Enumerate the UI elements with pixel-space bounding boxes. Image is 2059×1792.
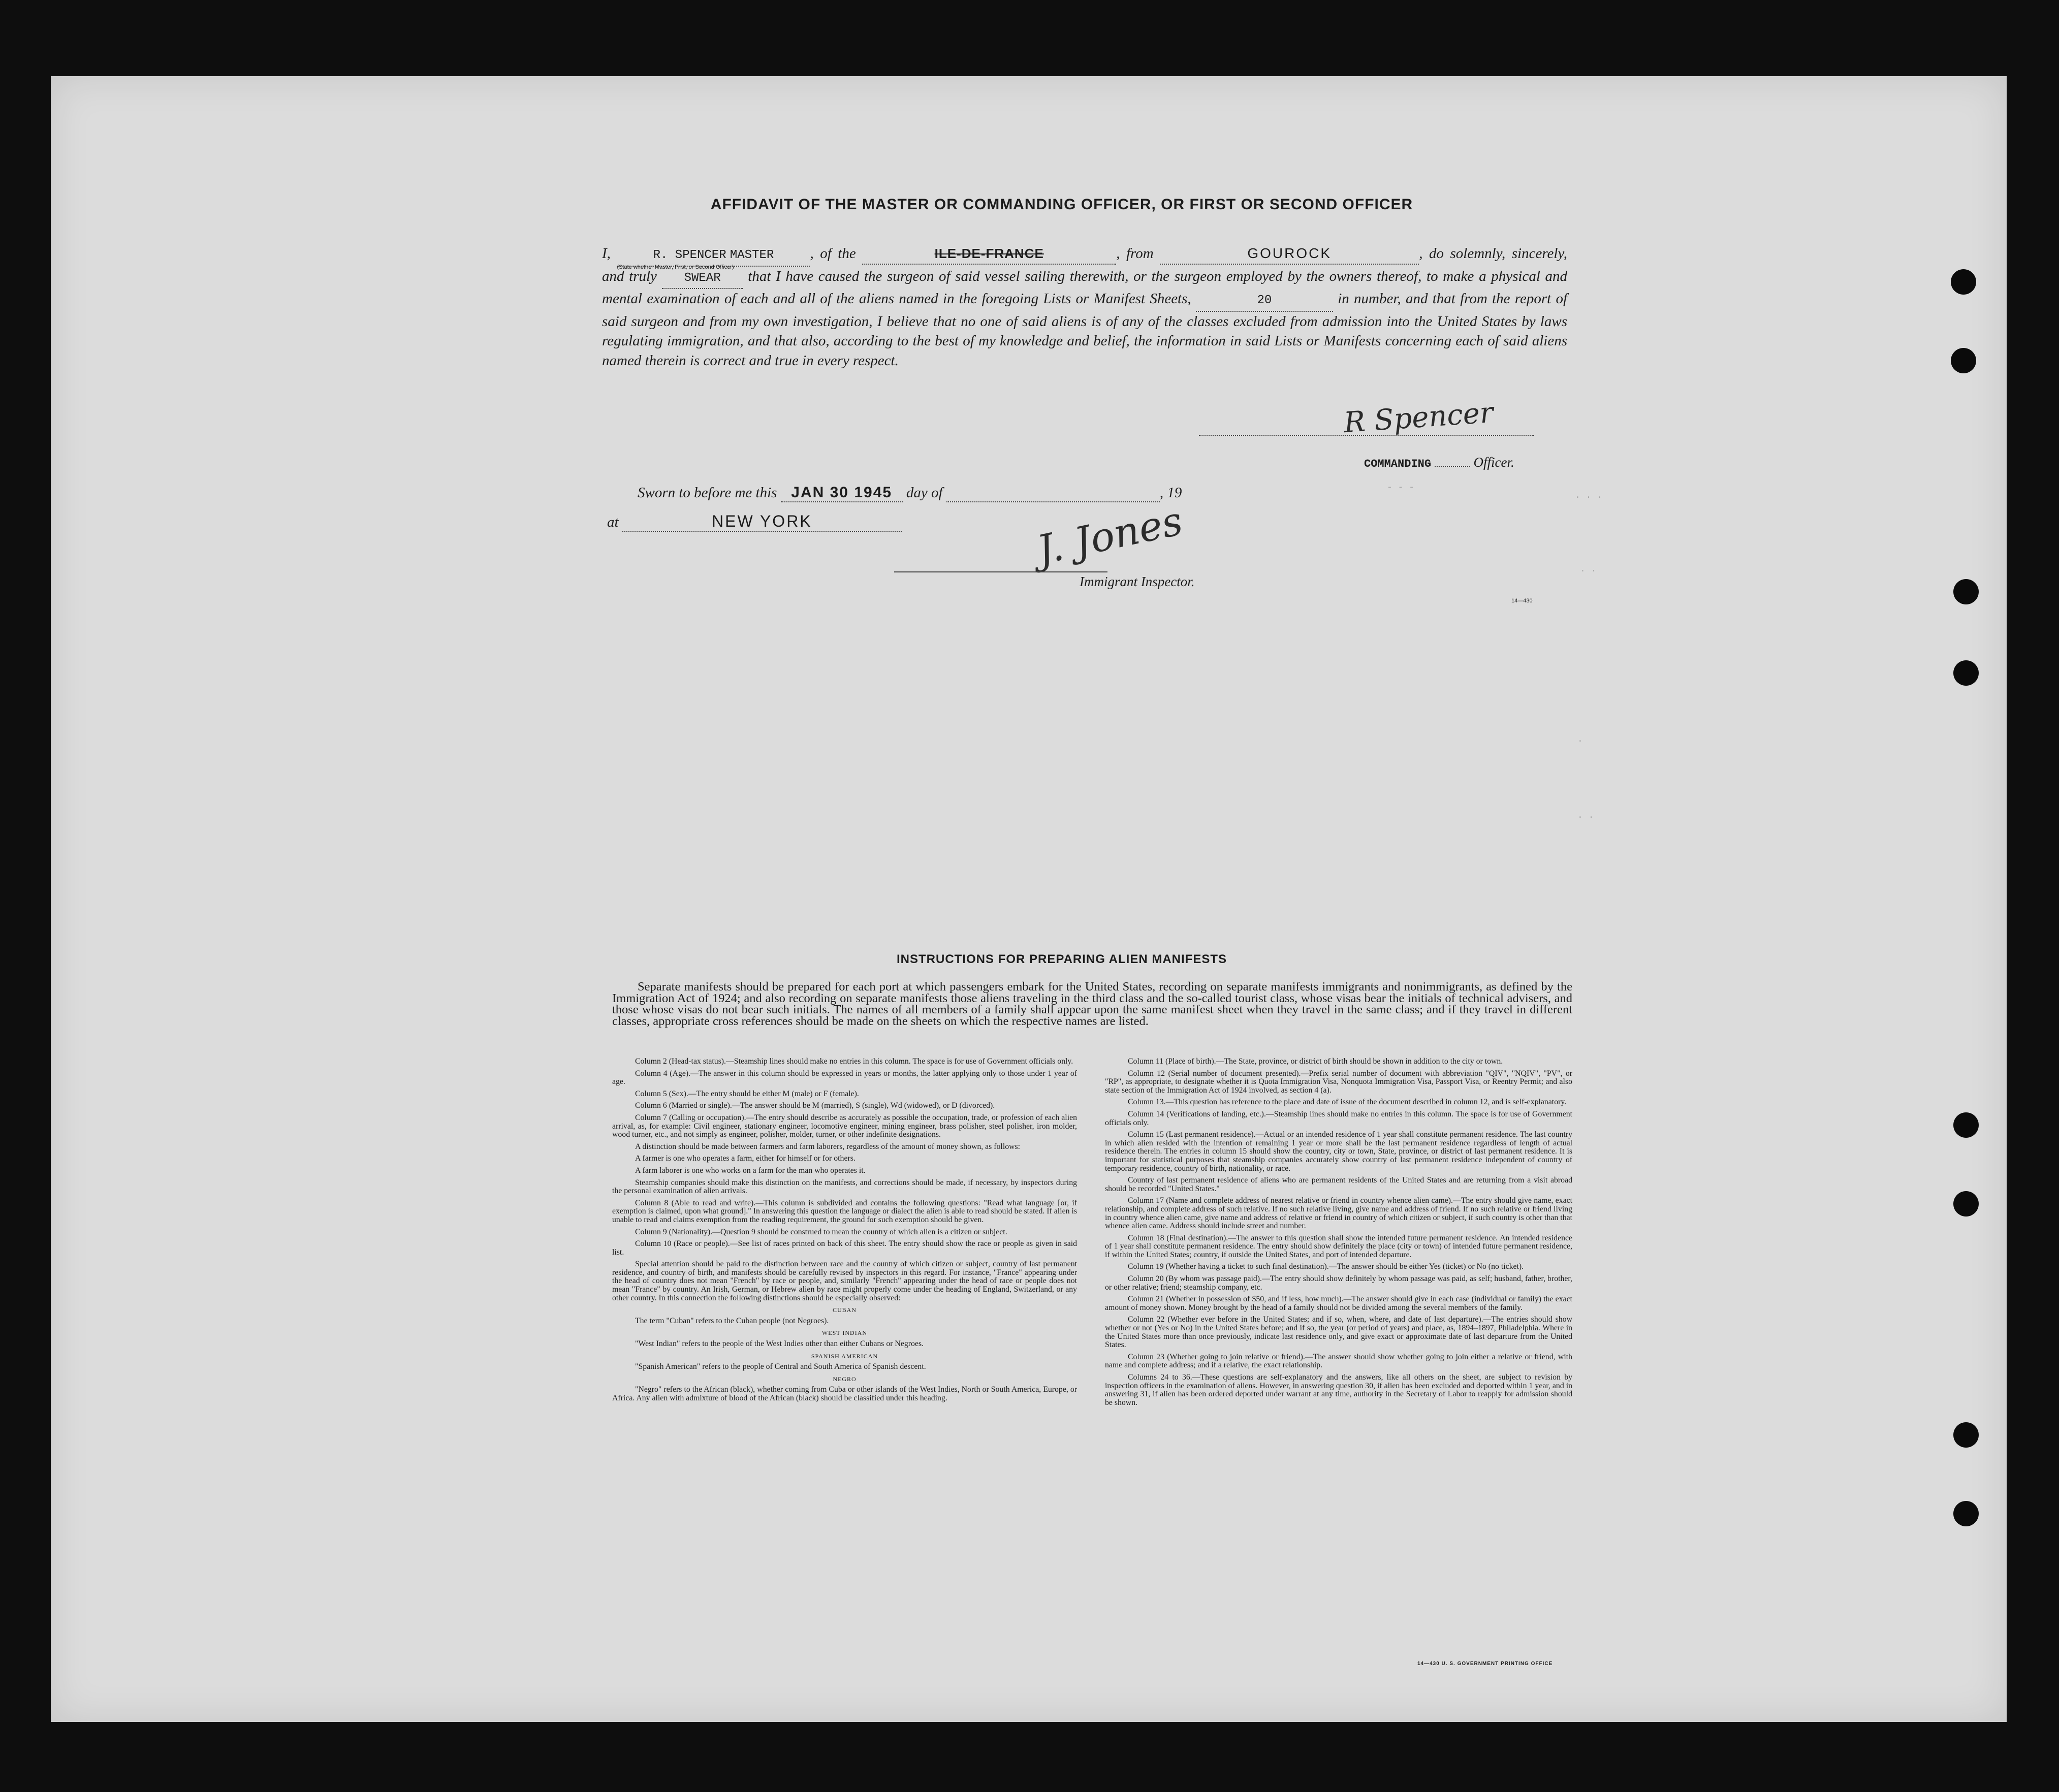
oath-field [662,267,743,290]
column-heading: Column 7 (Calling or occupation). [635,1113,746,1122]
instruction-paragraph [1105,1197,1572,1230]
instruction-paragraph [612,1179,1077,1196]
sworn-line [638,484,1182,502]
instruction-text: —See list of races printed on back of this sheet. The entry should show the race or people as given in said list. [612,1239,1077,1257]
at-label: at [607,514,619,530]
instruction-text: —The entry should show definitely by whom passage was paid, as self; husband, father, brother, or other relative; friend; steamship company, etc. [1105,1274,1572,1292]
instruction-text: —Actual or an intended residence of 1 year shall constitute permanent residence. The last country in which alien resided with the intention of remaining 1 year or more shall be the last permanent residence regardless of length of actual residence therein. The entries in column 15 should show the country, city or town, State, province, or district of last permanent residence. It is important for statistical purposes that steamship companies accurately show country of last permanent residence independent of country of temporary residence, country of birth, nationality, or race. [1105,1130,1572,1173]
ship-name: ILE-DE-FRANCE [934,246,1044,261]
punch-hole [1953,1112,1979,1138]
ship-field [862,244,1116,265]
instruction-paragraph [612,1155,1077,1163]
instructions-intro: Separate manifests should be prepared for each port at which passengers embark for the United States, recording on separate manifests immigrants and nonimmigrants, as defined by the Immigration Act of 1924; and also recording on separate manifests those aliens traveling in the third class and the so-called tourist class, whose visas bear the initials of technical advisers, and those whose visas do not bear such initials. The names of all members of a family shall appear upon the same manifest sheet when they travel in the same class; and if they travel in different classes, appropriate cross references should be made on the sheets on which the respective names are listed. [612,980,1572,1028]
affidavit-title: AFFIDAVIT OF THE MASTER OR COMMANDING OFFICER, OR FIRST OR SECOND OFFICER [710,196,1413,213]
column-heading: Columns 24 to 36. [1128,1373,1192,1382]
column-heading: Column 19 (Whether having a ticket to such final destination). [1128,1262,1329,1271]
bleed-mark: · · · [1575,493,1603,503]
column-heading: Column 14 (Verifications of landing, etc.). [1128,1109,1266,1118]
location-stamp: NEW YORK [711,512,812,530]
instruction-text: —The entry should describe as accurately as possible the occupation, trade, or profession of each alien arrival, as, for example: Civil engineer, stationary engineer, locomotive engineer, mining engineer, brass polisher, steel polisher, iron molder, wood turner, etc., and not simply as engineer, polisher, molder, turner, or other indefinite designations. [612,1113,1077,1139]
affidavit-text: in number, and that from the report of said surgeon and from my own investigation, I believe that no one of said aliens is of any of the classes excluded from admission into the United States by laws regulating immigration, and that also, according to the best of my knowledge and belief, the information in said Lists or Manifests concerning each of said aliens named therein is correct and true in every respect. [602,291,1568,369]
column-heading: Column 18 (Final destination). [1128,1233,1228,1242]
instruction-text: A distinction should be made between farmers and farm laborers, regardless of the amount of money shown, as follows: [635,1142,1021,1151]
punch-hole [1951,269,1976,295]
instructions-left-column [612,1058,1077,1406]
column-heading: Column 9 (Nationality). [635,1227,713,1236]
officer-name: R. SPENCER [653,248,726,262]
bleed-mark: · [1577,737,1583,747]
instruction-paragraph [1105,1058,1572,1066]
column-heading: Column 22 (Whether ever before in the United States; and if so, when, where, and date of last departure). [1128,1315,1483,1324]
sworn-date-field [781,484,903,502]
affidavit-text: , do solemnly, sincerely, and truly [602,245,1567,284]
column-heading: Column 21 (Whether in possession of $50, and if less, how much). [1128,1295,1344,1304]
column-heading: Column 15 (Last permanent residence). [1128,1130,1256,1139]
inspector-signature: J. Jones [1033,498,1187,574]
instruction-paragraph [1105,1176,1572,1193]
day-of-text: day of [906,485,943,501]
affidavit-body [602,244,1567,370]
instruction-text: —Prefix serial number of document with abbreviation "QIV", "NQIV", "PV", or "RP", as appropriate, to designate whether it is Quota Immigration Visa, Nonquota Immigration Visa, Passport Visa, or Reentry Permit; and also state section of the Immigration Act of 1924 involved, as section 4 (a). [1105,1069,1572,1095]
affidavit-text: that I have caused the surgeon of said vessel sailing therewith, or the surgeon employed by the owners thereof, to make a physical and mental examination of each and all of the aliens named in the foregoing Lists or Manifest Sheets, [602,268,1568,307]
instruction-paragraph [1105,1295,1572,1312]
instruction-text: A farm laborer is one who works on a farm for the man who operates it. [635,1166,866,1175]
column-heading: Column 20 (By whom was passage paid). [1128,1274,1262,1284]
master-signature: R Spencer [1343,396,1495,440]
column-heading: Column 4 (Age). [635,1069,691,1078]
month-field [946,485,1160,502]
instruction-text: —Steamship lines should make no entries in this column. The space is for use of Government officials only. [1105,1109,1572,1127]
instruction-paragraph [1105,1373,1572,1407]
instruction-text: —This column is subdivided and contains the following questions: "Read what language [or, if exemption is claimed, upon what ground]." In answering this question the language or dialect the alien is able to read should be stated. If alien is unable to read and claims exemption from the reading requirement, the ground for such exemption should be given. [612,1198,1077,1224]
instruction-paragraph [1105,1353,1572,1370]
manifest-sheet [51,76,2007,1722]
instruction-paragraph [612,1240,1077,1257]
instruction-paragraph [1105,1275,1572,1292]
instruction-paragraph [612,1058,1077,1066]
instruction-paragraph: The term "Cuban" refers to the Cuban people (not Negroes). [635,1316,829,1325]
sheet-count: 20 [1257,294,1272,307]
punch-hole [1953,660,1979,686]
punch-hole [1953,1501,1979,1526]
instruction-paragraph [612,1228,1077,1237]
subheading-negro: NEGRO [833,1375,857,1383]
column-heading: Column 23 (Whether going to join relative or friend). [1128,1352,1305,1361]
bleed-mark: - - - [1387,483,1415,493]
instruction-paragraph [1105,1263,1572,1271]
column-heading: Column 13. [1128,1098,1166,1107]
instruction-text: —These questions are self-explanatory and the answers, like all others on the sheet, are subject to revision by inspection officers in the examination of aliens. However, in answering question 30, if alien has been excluded and deported within 1 year, and in answering 31, if alien has been ordered deported under warrant at any time, authority in the Secretary of Labor to reapply for admission should be shown. [1105,1373,1573,1407]
affidavit-text: I, [602,245,611,262]
role-suffix: Officer. [1473,455,1514,470]
instruction-paragraph [1105,1316,1572,1349]
oath-word: SWEAR [684,271,721,285]
instruction-text: —The State, province, or district of birth should be shown in addition to the city or town. [1216,1057,1503,1066]
instruction-text: —The answer should be either Yes (ticket) or No (no ticket). [1328,1262,1524,1271]
subheading-cuban: CUBAN [832,1306,857,1314]
instruction-text: —The entry should be either M (male) or F (female). [688,1089,859,1098]
instruction-text: —The entries should show whether or not (Yes or No) in the United States before; and if so, the year (or period of years) and place, as, 1894–1897, Philadelphia. Where in the United States more than once previously, indicate last residence only, and give exact or approximate date of last departure from the United States. [1105,1315,1572,1350]
inspector-label: Immigrant Inspector. [1080,574,1195,589]
bleed-mark: · · [1577,813,1594,823]
inspector-signature-line [894,571,1107,572]
form-number: 14—430 [1511,598,1533,604]
rank-note: (State whether Master, First, or Second Officer) [617,264,734,270]
punch-hole [1953,1191,1979,1217]
instruction-text: Special attention should be paid to the distinction between race and the country of which citizen or subject, country of last permanent residence, and country of birth, and manifests should be carefully revised by inspectors in this regard. For instance, "France" appearing under the head of country does not mean "French" by race or people, and, similarly "French" appearing under the head of race or people does not mean "France" by country. An Irish, German, or Hebrew alien by race might properly come under the heading of England, Switzerland, or any other country. In this connection the following distinctions should be especially observed: [612,1260,1077,1302]
location-line [607,512,902,532]
port-field [1160,244,1419,265]
punch-hole [1951,348,1976,373]
instruction-text: Country of last permanent residence of aliens who are permanent residents of the United States and are returning from a visit abroad should be recorded "United States." [1105,1176,1572,1193]
year-text: , 19 [1159,485,1182,501]
sworn-text: Sworn to before me this [638,485,777,501]
column-heading: Column 17 (Name and complete address of nearest relative or friend in country whence alien came). [1128,1196,1453,1205]
port-name: GOUROCK [1247,245,1332,261]
instruction-text: Steamship companies should make this distinction on the manifests, and corrections should be made, if necessary, by inspectors during the personal examination of alien arrivals. [612,1178,1077,1196]
affidavit-text: , from [1116,245,1154,262]
instruction-text: —The answer should give in each case (individual or family) the exact amount of money shown. Money brought by the head of a family should not be divided among the several members of the family. [1105,1295,1572,1312]
instruction-paragraph [612,1114,1077,1139]
instruction-paragraph [1105,1070,1572,1095]
punch-hole [1953,579,1979,604]
instruction-paragraph [612,1090,1077,1099]
instruction-text: —The answer should be M (married), S (single), Wd (widowed), or D (divorced). [732,1101,995,1110]
instruction-paragraph [612,1143,1077,1151]
column-heading: Column 8 (Able to read and write). [635,1198,756,1207]
instruction-text: —The answer to this question shall show the intended future permanent residence. An intended residence of 1 year shall constitute permanent residence. The entry should show definitely the place (city or town) of intended future permanent residence, if within the United States; country, if outside the United States, and port of intended departure. [1105,1233,1572,1259]
instruction-text: —The answer should show whether going to join either a relative or friend, with name and complete address; and if a relative, the exact relationship. [1105,1352,1572,1370]
instruction-text: —Question 9 should be construed to mean the country of which alien is a citizen or subject. [712,1227,1007,1236]
instruction-paragraph [612,1167,1077,1175]
instruction-paragraph [1105,1234,1572,1260]
officer-rank: MASTER [730,248,774,262]
instruction-paragraph [1105,1110,1572,1127]
instruction-text: A farmer is one who operates a farm, either for himself or for others. [635,1154,856,1163]
sworn-date: JAN 30 1945 [791,484,893,501]
instructions-title: INSTRUCTIONS FOR PREPARING ALIEN MANIFESTS [897,952,1227,966]
column-heading: Column 2 (Head-tax status). [635,1057,726,1066]
sheets-field [1196,289,1333,312]
instructions-right-column [1105,1058,1572,1411]
bleed-mark: · · [1580,566,1597,577]
location-field [622,512,902,532]
instruction-paragraph: "Negro" refers to the African (black), whether coming from Cuba or other islands of the West Indies, North or South America, Europe, or Africa. Any alien with admixture of blood of the African (black) should be classified under this heading. [612,1385,1077,1402]
signature-line [1199,435,1534,436]
instruction-paragraph [1105,1098,1572,1107]
instruction-paragraph [612,1260,1077,1302]
affidavit-text: , of the [810,245,856,262]
column-heading: Column 12 (Serial number of document presented). [1128,1069,1301,1078]
officer-title-line [1364,455,1514,470]
column-heading: Column 10 (Race or people). [635,1239,730,1249]
instruction-text: —This question has reference to the place and date of issue of the document described in column 12, and is self-explanatory. [1165,1098,1567,1107]
instruction-paragraph [612,1102,1077,1110]
column-heading: Column 5 (Sex). [635,1089,688,1098]
instruction-paragraph: "West Indian" refers to the people of the West Indies other than either Cubans or Negroes. [635,1339,924,1349]
instruction-paragraph: "Spanish American" refers to the people of Central and South America of Spanish descent. [635,1362,926,1371]
instruction-text: —The entry should give name, exact relationship, and complete address of such relative. If no such relative living, give name and address of friend. If no such relative or friend living in country whence alien came, give name and address of relative or friend in country of which citizen or subject, if such country is other than that whence alien came. Address should include street and number. [1105,1196,1573,1231]
column-heading: Column 11 (Place of birth). [1128,1057,1216,1066]
instruction-text: —Steamship lines should make no entries in this column. The space is for use of Government officials only. [726,1057,1073,1066]
instruction-text: —The answer in this column should be expressed in years or months, the latter applying only to those under 1 year of age. [612,1069,1078,1086]
role-typed: COMMANDING [1364,458,1432,470]
punch-hole [1953,1422,1979,1448]
printer-imprint: 14—430 U. S. GOVERNMENT PRINTING OFFICE [1417,1661,1553,1667]
officer-field [617,244,810,270]
instruction-paragraph [1105,1131,1572,1173]
subheading-spanish-american: SPANISH AMERICAN [811,1352,878,1360]
instruction-paragraph [612,1199,1077,1225]
column-heading: Column 6 (Married or single). [635,1101,732,1110]
subheading-west-indian: WEST INDIAN [821,1329,868,1337]
instruction-paragraph [612,1070,1077,1086]
